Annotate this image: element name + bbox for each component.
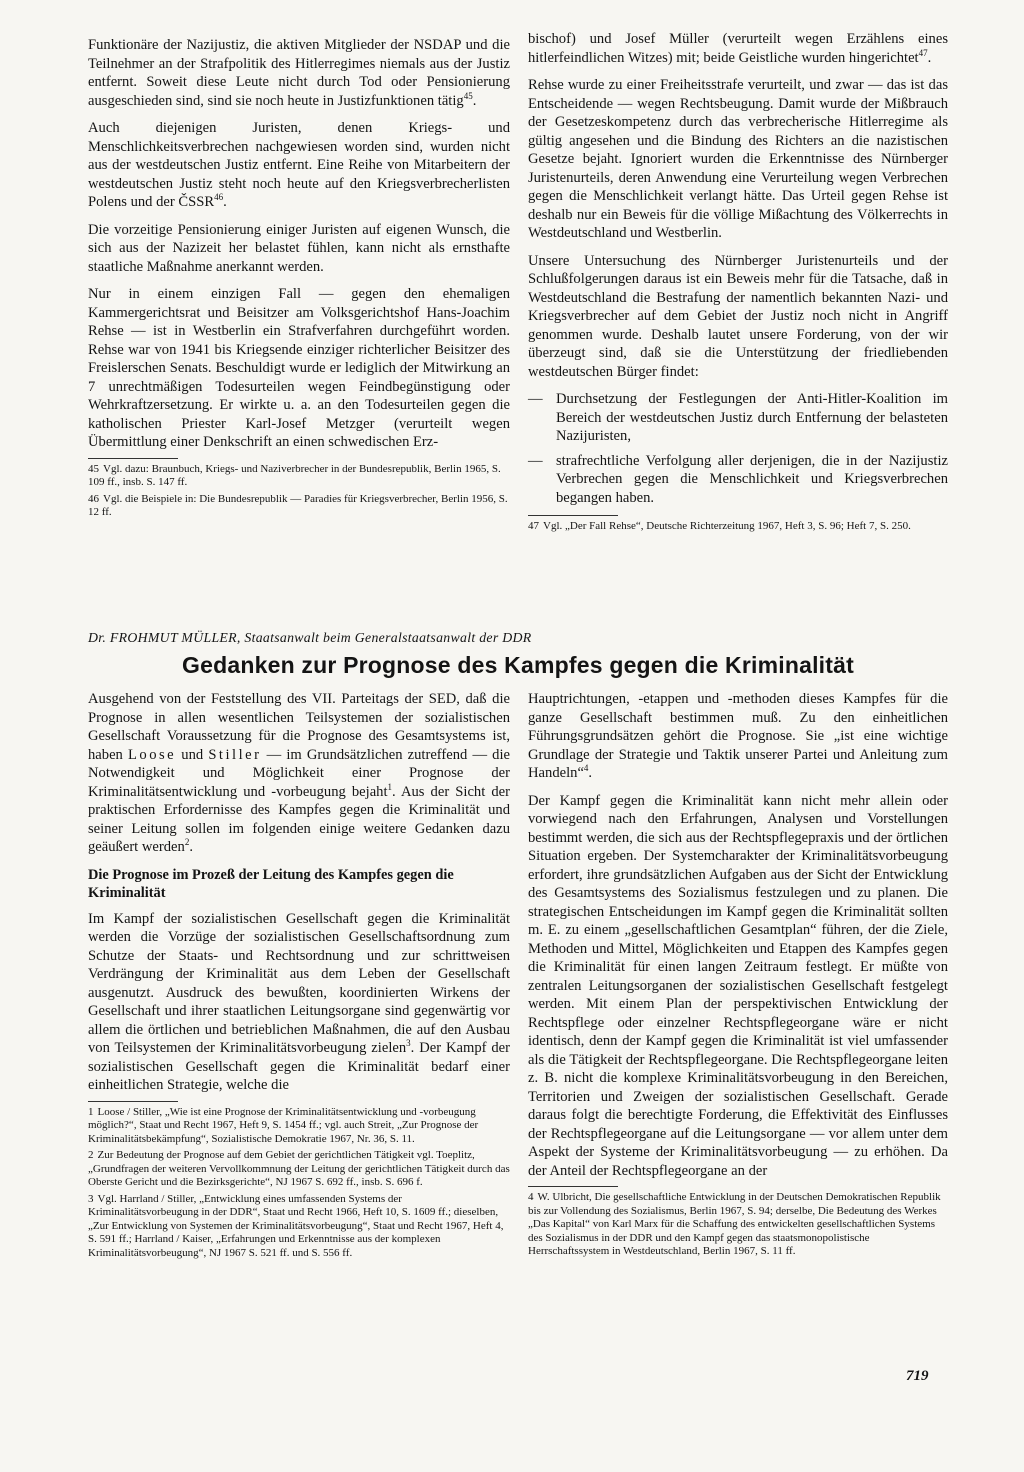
paragraph: Auch diejenigen Juristen, denen Kriegs- und Menschlichkeitsverbrechen nachgewiesen worden sind, wurden nicht aus der westdeutschen Justiz entfernt. Eine Reihe von Mitarbeitern der westdeutschen Justiz steht noch heute auf den Kriegsverbrecherlisten Polens und der ČSSR$^{46}$.	[88, 120, 510, 210]
footnote: 47 Vgl. „Der Fall Rehse“, Deutsche Richterzeitung 1967, Heft 3, S. 96; Heft 7, S. 250.	[528, 520, 911, 532]
footnote-ref: 4	[583, 763, 589, 774]
footnote-divider	[528, 1186, 618, 1187]
footnote-ref: 46	[214, 192, 224, 203]
list-item: — strafrechtliche Verfolgung aller derjenigen, die in der Nazijustiz Verbrechen gegen die Menschlichkeit und Kriegsverbrechen begangen haben.	[528, 452, 948, 506]
section-heading: Die Prognose im Prozeß der Leitung des Kampfes gegen die Kriminalität	[88, 866, 454, 901]
footnote: 4 W. Ulbricht, Die gesellschaftliche Entwicklung in der Deutschen Demokratischen Republik bis zur Vollendung des Sozialismus, Berlin 1967, S. 94; derselbe, Die Bedeutung des Werkes „Das Kapital“ von Karl Marx für die Schaffung des entwickelten gesellschaftlichen Systems des Sozialismus in der DDR und den Kampf gegen das staatsmonopolistische Herrschaftssystem in Westdeutschland, Berlin 1967, S. 11 ff.	[528, 1191, 941, 1257]
footnote-divider	[88, 1101, 178, 1102]
paragraph: Die vorzeitige Pensionierung einiger Juristen auf eigenen Wunsch, die sich aus der Nazizeit her belastet fühlen, kann nicht als ernsthafte staatliche Maßnahme anerkannt werden.	[88, 221, 510, 275]
footnote: 46 Vgl. die Beispiele in: Die Bundesrepublik — Paradies für Kriegsverbrecher, Berlin 1956, S. 12 ff.	[88, 492, 508, 518]
top-right-column	[528, 30, 948, 537]
paragraph: Rehse wurde zu einer Freiheitsstrafe verurteilt, und zwar — das ist das Entscheidende — wegen Rechtsbeugung. Damit wurde der Mißbrauch der Gesetzeskompetenz durch das verbrecherische Hitlerregime als gültig angesehen und die Bindung des Richters an die nazistischen Gesetze bejaht. Ignoriert wurden die Erkenntnisse des Nürnberger Juristenurteils, deren Anwendung eine Verurteilung wegen Verbrechen gegen die Menschlichkeit verlangt hätte. Das Urteil gegen Rehse ist deshalb nur ein Beweis für die völlige Mißachtung des Völkerrechts in Westdeutschland und Westberlin.	[528, 77, 948, 241]
footnote-divider	[88, 458, 178, 459]
footnote-divider	[528, 515, 618, 516]
paragraph: Funktionäre der Nazijustiz, die aktiven Mitglieder der NSDAP und die Teilnehmer an der Strafpolitik des Hitlerregimes niemals aus der Justiz entfernt. Soweit diese Leute nicht durch Tod oder Pensionierung ausgeschieden sind, sind sie noch heute in Justizfunktionen tätig$^{45}$.	[88, 37, 510, 109]
footnote: 3 Vgl. Harrland / Stiller, „Entwicklung eines umfassenden Systems der Kriminalitätsvorbeugung in der DDR“, Staat und Recht 1966, Heft 10, S. 1609 ff.; dieselben, „Zur Entwicklung von Systemen der Kriminalitätsvorbeugung“, Staat und Recht 1967, Heft 4, S. 591 ff.; Harrland / Kaiser, „Erfahrungen und Erkenntnisse aus der komplexen Kriminalitätsvorbeugung“, NJ 1967 S. 521 ff. und S. 556 ff.	[88, 1192, 504, 1259]
footnote-ref: 45	[463, 90, 473, 101]
footnote: 1 Loose / Stiller, „Wie ist eine Prognose der Kriminalitätsentwicklung und -vorbeugung möglich?“, Staat und Recht 1967, Heft 9, S. 1454 ff.; vgl. auch Streit, „Zur Prognose der Kriminalitätsbekämpfung“, Sozialistische Demokratie 1967, Nr. 36, S. 11.	[88, 1105, 479, 1145]
footnote-ref: 3	[406, 1038, 411, 1049]
list-item: — Durchsetzung der Festlegungen der Anti-Hitler-Koalition im Bereich der westdeutschen Justiz durch Entfernung der belasteten Nazijuristen,	[528, 391, 948, 444]
paragraph: Unsere Untersuchung des Nürnberger Juristenurteils und der Schlußfolgerungen daraus ist ein Beweis mehr für die Tatsache, daß in Westdeutschland die Bestrafung der namentlich bekannten Nazi- und Kriegsverbrecher auf dem Gebiet der Justiz noch nicht in Angriff genommen wurde. Deshalb lautet unsere Forderung, von der wir überzeugt sind, daß sie die Unterstützung der friedliebenden westdeutschen Bürger findet:	[528, 252, 948, 380]
footnote-ref: 2	[184, 837, 190, 848]
paragraph: Ausgehend von der Feststellung des VII. Parteitags der SED, daß die Prognose in allen wesentlichen Teilsystemen der sozialistischen Gesellschaft Voraussetzung für die Prognose des Gesamtsystems ist, haben Loose und Stiller — im Grundsätzlichen zutreffend — die Notwendigkeit und Möglichkeit einer Prognose der Kriminalitätsentwicklung und -vorbeugung bejaht$^1$. Aus der Sicht der praktischen Erfordernisse des Kampfes gegen die Kriminalität und seiner Leitung sollen im folgenden einige weitere Gedanken dazu geäußert werden$^2$.	[88, 691, 511, 855]
top-left-column	[88, 36, 510, 523]
article-right-column	[528, 690, 948, 1262]
author-name: Loose	[127, 746, 177, 763]
article-left-column	[88, 690, 510, 1263]
author-name: Stiller	[208, 746, 262, 763]
footnote-ref: 1	[387, 781, 393, 792]
article-byline: Dr. FROHMUT MÜLLER, Staatsanwalt beim Generalstaatsanwalt der DDR	[88, 630, 532, 645]
page-number: 719	[906, 1368, 929, 1384]
paragraph: Der Kampf gegen die Kriminalität kann nicht mehr allein oder vorwiegend nach den Erfahrungen, Analysen und Vorstellungen bestimmt werden, die sich aus der Rechtspflegepraxis und der örtlichen Situation ergeben. Der Systemcharakter der Kriminalitätsvorbeugung erfordert, ihre grundsätzlichen Aufgaben aus der Sicht der Entwicklung des Gesamtsystems des Sozialismus festzulegen und zu planen. Die strategischen Entscheidungen im Kampf gegen die Kriminalität sollten m. E. zu einem „gesellschaftlichen Gesamtplan“ führen, der die Ziele, Methoden und Mittel, Möglichkeiten und Etappen des Kampfes gegen die Kriminalität für einen langen Zeitraum festlegt. Er müßte von zentralen Leitungsorganen der sozialistischen Gesellschaft festgelegt werden. Mit einem Plan der perspektivischen Entwicklung der Rechtspflege oder einzelner Rechtspflegeorgane wäre er nicht identisch, denn der Kampf gegen die Kriminalität ist viel umfassender als die Tätigkeit der Rechtspflegeorgane. Die Rechtspflegeorgane leiten z. B. nicht die komplexe Kriminalitätsvorbeugung in den Bereichen, Territorien und Zweigen der sozialistischen Gesellschaft. Gerade daraus folgt die berechtigte Forderung, die Effektivität des Einflusses der Rechtspflegeorgane auf die Leitungsorgane — vor allem unter dem Aspekt der Systeme der Kriminalitätsvorbeugung — zu erhöhen. Da der Anteil der Rechtspflegeorgane an der	[528, 792, 948, 1179]
footnote: 45 Vgl. dazu: Braunbuch, Kriegs- und Naziverbrecher in der Bundesrepublik, Berlin 1965, S. 109 ff., insb. S. 147 ff.	[88, 462, 501, 488]
footnote: 2 Zur Bedeutung der Prognose auf dem Gebiet der gerichtlichen Tätigkeit vgl. Toeplitz, „Grundfragen der weiteren Vervollkommnung der Leitung der gerichtlichen Tätigkeit durch das Oberste Gericht und die Bezirksgerichte“, NJ 1967 S. 692 ff., insb. S. 696 f.	[88, 1149, 510, 1188]
paragraph: Hauptrichtungen, -etappen und -methoden dieses Kampfes für die ganze Gesellschaft bestimmen muß. Zu den einheitlichen Führungsgrundsätzen gehört die Prognose. Sie „ist eine wichtige Grundlage der Strategie und Taktik unserer Partei und Anleitung zum Handeln“$^4$.	[528, 691, 948, 781]
demand-list	[528, 390, 948, 507]
paragraph: Im Kampf der sozialistischen Gesellschaft gegen die Kriminalität werden die Vorzüge der sozialistischen Gesellschaftsordnung zum Schutze der Staats- und Rechtsordnung und zur schrittweisen Verdrängung der Kriminalität aus dem Leben der Gesellschaft ausgenutzt. Ausdruck des bewußten, koordinierten Wirkens der Gesellschaft und ihrer staatlichen Leitungsorgane sind gegenwärtig vor allem die örtlichen und betrieblichen Maßnahmen, die auf den Ausbau von Teilsystemen der Kriminalitätsvorbeugung zielen$^3$. Der Kampf der sozialistischen Gesellschaft gegen die Kriminalität bedarf einer einheitlichen Strategie, welche die	[88, 910, 510, 1093]
article-title: Gedanken zur Prognose des Kampfes gegen die Kriminalität	[182, 652, 854, 678]
footnote-ref: 47	[918, 47, 928, 58]
paragraph: bischof) und Josef Müller (verurteilt wegen Erzählens eines hitlerfeindlichen Witzes) mit; beide Geistliche wurden hingerichtet$^{47}$.	[528, 31, 948, 66]
paragraph: Nur in einem einzigen Fall — gegen den ehemaligen Kammergerichtsrat und Beisitzer am Volksgerichtshof Hans-Joachim Rehse — ist in Westberlin ein Strafverfahren durchgeführt worden. Rehse war von 1941 bis Kriegsende einziger richterlicher Beisitzer des Freislerschen Senats. Beschuldigt wurde er lediglich der Mitwirkung an 7 unrechtmäßigen Todesurteilen wegen Feindbegünstigung oder Wehrkraftzersetzung. Er wirkte u. a. an den Todesurteilen gegen die katholischen Priester Karl-Josef Metzger (verurteilt wegen Übermittlung einer Denkschrift an einen schwedischen Erz-	[88, 286, 510, 450]
